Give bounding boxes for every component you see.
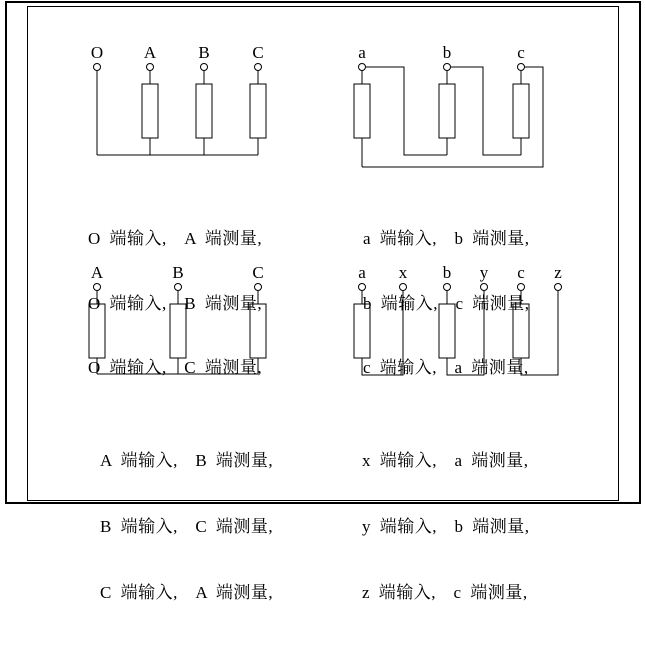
terminal-label: y (479, 263, 489, 282)
terminal-circle (201, 64, 208, 71)
caption-line: c 端输入, a 端测量, (363, 358, 529, 377)
winding (196, 84, 212, 138)
caption-line: x 端输入, a 端测量, (362, 451, 529, 470)
caption-bottom-right (362, 406, 530, 648)
terminal-label: c (517, 263, 525, 282)
terminal-label: O (90, 43, 104, 62)
caption-line: y 端输入, b 端测量, (362, 517, 530, 536)
terminal-label: B (172, 263, 184, 282)
terminal-label: A (143, 43, 157, 62)
caption-line: z 端输入, c 端测量, (362, 583, 528, 602)
wires (97, 71, 258, 155)
terminal-label: x (398, 263, 408, 282)
diagram-wye-with-neutral (91, 43, 266, 155)
winding (354, 84, 370, 138)
terminal-circle (94, 64, 101, 71)
terminal-label: b (442, 43, 452, 62)
caption-line: B 端输入, C 端测量, (100, 517, 274, 536)
caption-line: C 端输入, A 端测量, (100, 583, 274, 602)
caption-line: O 端输入, C 端测量, (88, 358, 263, 377)
caption-bottom-left (100, 406, 273, 648)
terminal-label: C (252, 43, 264, 62)
winding (439, 84, 455, 138)
caption-line: O 端输入, B 端测量, (88, 293, 263, 313)
terminal-label: a (358, 43, 366, 62)
caption-line: A 端输入, B 端测量, (100, 451, 274, 470)
terminal-label: z (554, 263, 562, 282)
caption-line: a 端输入, b 端测量, (363, 229, 530, 248)
terminal-label: A (90, 263, 104, 282)
terminal-circle (255, 64, 262, 71)
terminal-label: C (252, 263, 264, 282)
terminal-circle (147, 64, 154, 71)
terminal-label: c (517, 43, 525, 62)
caption-line: O 端输入, A 端测量, (88, 229, 263, 248)
caption-line: b 端输入, c 端测量, (363, 293, 530, 313)
terminal-circle (555, 284, 562, 291)
caption-top-left (88, 185, 262, 422)
terminal-circle (518, 64, 525, 71)
terminal-circle (359, 64, 366, 71)
caption-top-right (363, 185, 530, 422)
winding (250, 84, 266, 138)
winding (142, 84, 158, 138)
diagram-delta (354, 43, 543, 167)
terminal-label: B (198, 43, 210, 62)
terminal-circle (444, 64, 451, 71)
terminal-label: b (442, 263, 452, 282)
winding (513, 84, 529, 138)
terminal-label: a (358, 263, 366, 282)
